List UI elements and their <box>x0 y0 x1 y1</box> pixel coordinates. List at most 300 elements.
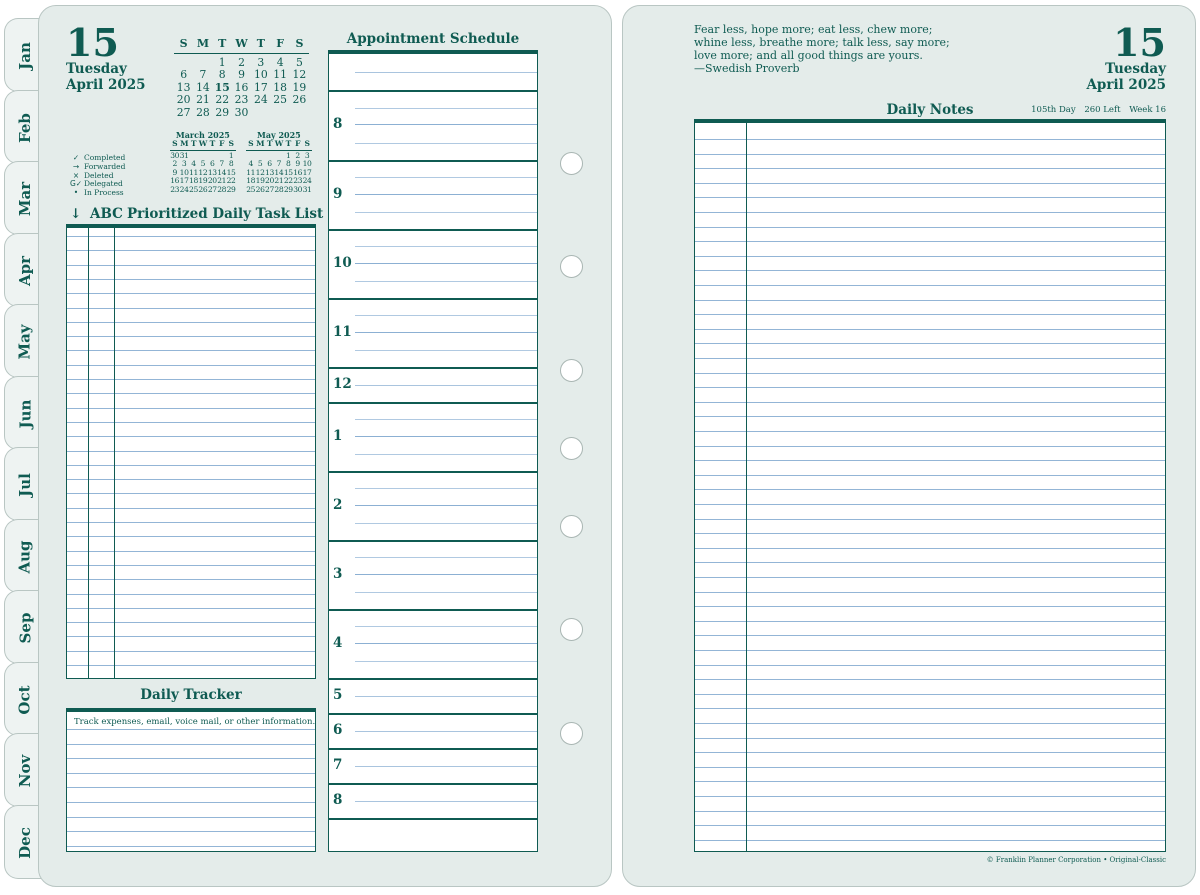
month-tab-text: Nov <box>16 754 34 788</box>
notes-line <box>695 665 1165 666</box>
month-year: April 2025 <box>66 77 146 93</box>
task-column-divider <box>88 228 89 678</box>
mini-calendar-day: 30 <box>293 184 303 194</box>
mini-calendar-day: 29 <box>226 184 236 194</box>
day-of-year: 105th Day <box>1031 105 1076 115</box>
appointment-separator <box>329 783 537 785</box>
mini-calendar-day: 1 <box>286 150 291 160</box>
appointment-separator <box>329 160 537 162</box>
notes-line <box>695 475 1165 476</box>
month-tab-text: Apr <box>16 255 34 286</box>
notes-line <box>695 723 1165 724</box>
calendar-day: 11 <box>273 68 287 82</box>
tracker-line <box>67 817 315 818</box>
appointment-separator <box>329 609 537 611</box>
mini-calendar-day: 28 <box>217 184 227 194</box>
calendar-day: 8 <box>218 68 226 82</box>
task-line <box>67 393 315 394</box>
mini-weekday-header: S <box>248 139 254 148</box>
mini-calendar-day: 5 <box>257 159 263 169</box>
mini-weekday-header: T <box>285 139 291 148</box>
notes-line <box>695 358 1165 359</box>
mini-calendar-day: 1 <box>228 150 234 160</box>
mini-calendar-day: 21 <box>274 176 284 186</box>
mini-calendar-day: 8 <box>228 159 234 169</box>
notes-line <box>695 811 1165 812</box>
task-line <box>67 308 315 309</box>
notes-line <box>695 343 1165 344</box>
legend-label: In Process <box>84 188 124 198</box>
legend-label: Completed <box>84 153 126 162</box>
daily-tracker-area[interactable] <box>66 708 316 852</box>
weekday-right: Tuesday <box>1105 61 1166 77</box>
task-line <box>67 522 315 523</box>
mini-calendar-day: 9 <box>172 167 177 177</box>
appointment-line <box>355 72 537 73</box>
mini-calendar-day: 15 <box>226 167 236 177</box>
task-line <box>67 622 315 623</box>
status-legend <box>68 154 125 198</box>
calendar-day: 22 <box>215 93 230 107</box>
down-arrow-icon: ↓ <box>70 206 82 222</box>
task-line <box>67 565 315 566</box>
mini-weekday-header: W <box>274 139 283 148</box>
appointment-hour-label: 7 <box>333 756 343 773</box>
week-number: Week 16 <box>1129 105 1166 115</box>
calendar-weekday-header: S <box>179 37 188 50</box>
appointment-separator <box>329 471 537 473</box>
calendar-day: 13 <box>176 80 191 94</box>
mini-calendar-day: 14 <box>274 167 284 177</box>
mini-weekday-header: S <box>172 139 178 148</box>
quote-line: whine less, breathe more; talk less, say more; <box>694 36 950 49</box>
task-line <box>67 508 315 509</box>
mini-calendar-day: 20 <box>207 176 217 186</box>
legend-item <box>68 189 125 198</box>
mini-calendar-day: 5 <box>200 159 206 169</box>
legend-symbol-icon: G✓ <box>69 179 83 189</box>
mini-calendar-day: 29 <box>283 184 293 194</box>
month-calendar <box>174 38 309 120</box>
notes-line <box>695 270 1165 271</box>
mini-calendar-day: 17 <box>179 176 189 186</box>
appointment-hour-label: 5 <box>333 686 343 703</box>
notes-line <box>695 489 1165 490</box>
appointment-half-line <box>355 574 537 575</box>
notes-line <box>695 519 1165 520</box>
notes-line <box>695 781 1165 782</box>
calendar-day: 2 <box>238 55 245 69</box>
notes-line <box>695 373 1165 374</box>
mini-weekday-header: F <box>295 139 301 148</box>
appointment-schedule-title: Appointment Schedule <box>346 31 520 47</box>
calendar-day: 1 <box>218 55 226 69</box>
mini-weekday-header: S <box>304 139 310 148</box>
mini-calendar-day: 12 <box>198 167 208 177</box>
daily-quote <box>694 23 950 75</box>
mini-calendar-day: 24 <box>302 176 312 186</box>
mini-calendar-day: 31 <box>302 184 312 194</box>
mini-calendar-day: 28 <box>274 184 284 194</box>
calendar-day: 30 <box>234 105 249 119</box>
appointment-quarter-line <box>355 557 537 558</box>
mini-weekday-header: T <box>266 139 273 148</box>
task-line <box>67 365 315 366</box>
appointment-half-line <box>355 385 537 386</box>
mini-calendar-rule <box>246 150 312 151</box>
mini-calendar-day: 14 <box>217 167 227 177</box>
mini-calendar-day: 16 <box>293 167 303 177</box>
mini-calendar-day: 13 <box>265 167 274 177</box>
binder-hole <box>560 437 583 460</box>
mini-weekday-header: T <box>209 139 215 148</box>
notes-line <box>695 285 1165 286</box>
appointment-hour-label: 2 <box>333 496 343 513</box>
calendar-day: 15 <box>214 80 230 94</box>
mini-calendar-day: 24 <box>179 184 189 194</box>
mini-calendar-title: May 2025 <box>256 130 301 140</box>
appointment-half-line <box>355 194 537 195</box>
day-number: 15 <box>66 20 119 65</box>
notes-line <box>695 533 1165 534</box>
task-line <box>67 379 315 380</box>
appointment-half-line <box>355 731 537 732</box>
notes-line <box>695 796 1165 797</box>
task-line <box>67 265 315 266</box>
calendar-day: 9 <box>238 68 245 82</box>
calendar-day: 17 <box>253 80 268 94</box>
mini-calendar-day: 18 <box>189 176 198 186</box>
notes-line <box>695 416 1165 417</box>
calendar-weekday-header: F <box>276 37 285 50</box>
calendar-day: 4 <box>276 55 284 69</box>
mini-weekday-header: F <box>219 139 225 148</box>
mini-weekday-header: M <box>180 139 189 148</box>
appointment-hour-label: 6 <box>333 721 343 738</box>
appointment-separator <box>329 713 537 715</box>
mini-calendar-day: 20 <box>265 176 274 186</box>
calendar-day: 6 <box>180 68 188 82</box>
notes-line <box>695 708 1165 709</box>
notes-line <box>695 840 1165 841</box>
mini-calendar-day: 3 <box>181 159 187 169</box>
task-line <box>67 336 315 337</box>
day-number-right: 15 <box>1113 20 1166 65</box>
month-year-right: April 2025 <box>1086 77 1166 93</box>
calendar-weekday-header: T <box>218 37 227 50</box>
task-line <box>67 608 315 609</box>
task-line <box>67 665 315 666</box>
binder-hole <box>560 255 583 278</box>
month-tab-text: Mar <box>15 181 34 217</box>
notes-line <box>695 329 1165 330</box>
legend-symbol-icon: → <box>72 161 80 171</box>
legend-label: Delegated <box>84 179 123 189</box>
notes-line <box>695 168 1165 169</box>
task-column-divider <box>114 228 115 678</box>
month-tab-text: Oct <box>15 684 34 715</box>
appointment-separator <box>329 298 537 300</box>
legend-symbol-icon: • <box>73 188 79 198</box>
mini-calendar-day: 23 <box>293 176 303 186</box>
task-line <box>67 250 315 251</box>
mini-calendar-day: 31 <box>179 150 189 160</box>
calendar-day: 14 <box>196 80 210 94</box>
mini-calendar-title: March 2025 <box>175 130 230 140</box>
legend-label: Deleted <box>84 170 114 180</box>
appointment-hour-label: 3 <box>333 565 343 582</box>
mini-weekday-header: S <box>228 139 234 148</box>
task-line <box>67 350 315 351</box>
mini-calendar-day: 9 <box>295 159 300 169</box>
appointment-schedule-area[interactable] <box>328 50 538 852</box>
mini-calendar-day: 26 <box>255 184 265 194</box>
tracker-line <box>67 831 315 832</box>
notes-line <box>695 592 1165 593</box>
appointment-quarter-line <box>355 315 537 316</box>
appointment-hour-label: 8 <box>333 116 343 132</box>
task-line <box>67 493 315 494</box>
mini-weekday-header: M <box>256 139 265 148</box>
notes-line <box>695 635 1165 636</box>
calendar-day: 20 <box>176 93 191 107</box>
tracker-line <box>67 758 315 759</box>
appointment-half-line <box>355 263 537 264</box>
appointment-half-line <box>355 766 537 767</box>
task-line <box>67 279 315 280</box>
task-line <box>67 451 315 452</box>
month-tab-text: Jan <box>15 42 34 70</box>
calendar-day: 25 <box>273 93 287 107</box>
appointment-separator <box>329 90 537 92</box>
binder-hole <box>560 515 583 538</box>
appointment-half-line <box>355 124 537 125</box>
month-tab-text: Jul <box>15 473 34 497</box>
task-line <box>67 536 315 537</box>
days-left: 260 Left <box>1084 105 1121 115</box>
tracker-line <box>67 773 315 774</box>
day-counter <box>1000 105 1166 115</box>
appointment-quarter-line <box>355 350 537 351</box>
notes-line <box>695 197 1165 198</box>
notes-line <box>695 139 1165 140</box>
appointment-quarter-line <box>355 212 537 213</box>
appointment-separator <box>329 748 537 750</box>
mini-calendar-day: 30 <box>170 150 180 160</box>
notes-line <box>695 241 1165 242</box>
calendar-day <box>290 107 309 120</box>
mini-calendar-day: 19 <box>198 176 208 186</box>
appointment-hour-label: 10 <box>333 254 352 271</box>
notes-line <box>695 825 1165 826</box>
task-line <box>67 651 315 652</box>
appointment-quarter-line <box>355 626 537 627</box>
appointment-hour-label: 8 <box>333 791 343 808</box>
month-tab-text: Feb <box>16 112 34 143</box>
daily-notes-title: Daily Notes <box>886 102 974 118</box>
appointment-hour-label: 9 <box>333 185 343 202</box>
notes-line <box>695 183 1165 184</box>
calendar-day: 10 <box>253 68 268 82</box>
appointment-separator <box>329 229 537 231</box>
notes-line <box>695 548 1165 549</box>
quote-line: love more; and all good things are yours. <box>694 49 923 62</box>
appointment-separator <box>329 367 537 369</box>
legend-symbol-icon: ✓ <box>72 153 80 162</box>
mini-calendar-day: 15 <box>283 167 293 177</box>
notes-line <box>695 314 1165 315</box>
legend-label: Forwarded <box>84 161 126 171</box>
mini-calendar-day: 25 <box>246 184 256 194</box>
appointment-half-line <box>355 436 537 437</box>
calendar-weekday-header: T <box>256 37 265 50</box>
notes-line <box>695 650 1165 651</box>
notes-line <box>695 621 1165 622</box>
mini-calendar-day: 12 <box>255 167 265 177</box>
month-tab-text: Dec <box>16 826 34 859</box>
daily-tracker-hint: Track expenses, email, voice mail, or other information. <box>74 717 316 727</box>
mini-calendar-day: 27 <box>265 184 274 194</box>
appointment-hour-label: 11 <box>333 323 352 340</box>
appointment-quarter-line <box>355 661 537 662</box>
appointment-quarter-line <box>355 488 537 489</box>
task-line <box>67 408 315 409</box>
tracker-line <box>67 744 315 745</box>
notes-line <box>695 402 1165 403</box>
mini-calendar-day: 7 <box>276 159 282 169</box>
mini-calendar-day: 19 <box>255 176 265 186</box>
month-tab-text: Sep <box>16 612 34 644</box>
calendar-day: 26 <box>292 93 307 107</box>
task-line <box>67 579 315 580</box>
appointment-separator <box>329 818 537 820</box>
appointment-separator <box>329 678 537 680</box>
mini-calendar-prev <box>170 130 236 195</box>
weekday: Tuesday <box>66 61 127 77</box>
notes-line <box>695 446 1165 447</box>
notes-line <box>695 300 1165 301</box>
mini-calendar-day: 17 <box>302 167 312 177</box>
mini-calendar-day: 23 <box>170 184 180 194</box>
task-line <box>67 479 315 480</box>
mini-calendar-day: 10 <box>179 167 189 177</box>
notes-line <box>695 606 1165 607</box>
mini-calendar-day: 7 <box>219 159 224 169</box>
notes-line <box>695 256 1165 257</box>
appointment-half-line <box>355 505 537 506</box>
notes-line <box>695 752 1165 753</box>
binder-hole <box>560 359 583 382</box>
binder-hole <box>560 722 583 745</box>
calendar-day <box>270 107 289 120</box>
calendar-day <box>251 107 270 120</box>
mini-calendar-day: 13 <box>207 167 217 177</box>
task-list-title: Prioritized Daily Task List <box>127 206 324 222</box>
mini-calendar-day: 2 <box>172 159 177 169</box>
calendar-day: 21 <box>196 93 210 107</box>
appointment-half-line <box>355 643 537 644</box>
mini-calendar-day: 21 <box>217 176 227 186</box>
mini-calendar-next <box>246 130 312 195</box>
appointment-quarter-line <box>355 177 537 178</box>
tracker-line <box>67 802 315 803</box>
calendar-day: 5 <box>295 55 303 69</box>
task-line <box>67 422 315 423</box>
notes-line <box>695 767 1165 768</box>
appointment-half-line <box>355 801 537 802</box>
notes-line <box>695 694 1165 695</box>
calendar-weekday-header: W <box>235 37 248 50</box>
mini-calendar-day: 6 <box>267 159 272 169</box>
appointment-separator <box>329 402 537 404</box>
mini-weekday-header: W <box>198 139 207 148</box>
mini-calendar-day: 3 <box>304 150 310 160</box>
notes-line <box>695 431 1165 432</box>
mini-calendar-day: 25 <box>189 184 198 194</box>
notes-line <box>695 154 1165 155</box>
mini-calendar-day: 11 <box>246 167 256 177</box>
quote-line: —Swedish Proverb <box>694 62 800 75</box>
notes-line <box>695 460 1165 461</box>
appointment-half-line <box>355 696 537 697</box>
task-line <box>67 551 315 552</box>
mini-calendar-day: 22 <box>283 176 293 186</box>
mini-calendar-day: 18 <box>246 176 256 186</box>
appointment-quarter-line <box>355 523 537 524</box>
appointment-hour-label: 1 <box>333 427 343 444</box>
calendar-day: 12 <box>292 68 307 82</box>
task-line <box>67 322 315 323</box>
daily-notes-area[interactable] <box>694 119 1166 852</box>
month-tab-text: May <box>15 324 34 360</box>
calendar-day: 19 <box>292 80 307 94</box>
binder-hole <box>560 618 583 641</box>
calendar-day: 16 <box>234 80 249 94</box>
tracker-line <box>67 729 315 730</box>
task-list-header <box>70 206 324 222</box>
notes-margin-line <box>746 123 747 851</box>
mini-calendar-day: 27 <box>207 184 217 194</box>
calendar-weekday-header: M <box>196 37 210 50</box>
notes-line <box>695 577 1165 578</box>
tracker-line <box>67 787 315 788</box>
appointment-quarter-line <box>355 246 537 247</box>
calendar-day: 3 <box>257 55 265 69</box>
notes-line <box>695 212 1165 213</box>
notes-line <box>695 679 1165 680</box>
calendar-day: 18 <box>273 80 287 94</box>
calendar-day: 23 <box>234 93 249 107</box>
appointment-quarter-line <box>355 592 537 593</box>
appointment-quarter-line <box>355 281 537 282</box>
calendar-day: 24 <box>253 93 268 107</box>
mini-calendar-day: 2 <box>295 150 300 160</box>
notes-line <box>695 738 1165 739</box>
mini-calendar-day: 26 <box>198 184 208 194</box>
appointment-quarter-line <box>355 419 537 420</box>
task-list-area[interactable] <box>66 224 316 679</box>
appointment-quarter-line <box>355 143 537 144</box>
calendar-day: 28 <box>196 105 210 119</box>
appointment-separator <box>329 540 537 542</box>
daily-tracker-title: Daily Tracker <box>140 687 242 703</box>
mini-calendar-day: 16 <box>170 176 180 186</box>
notes-line <box>695 562 1165 563</box>
mini-calendar-day: 4 <box>191 159 196 169</box>
month-tab-text: Jun <box>15 399 34 428</box>
tracker-line <box>67 846 315 847</box>
appointment-half-line <box>355 332 537 333</box>
